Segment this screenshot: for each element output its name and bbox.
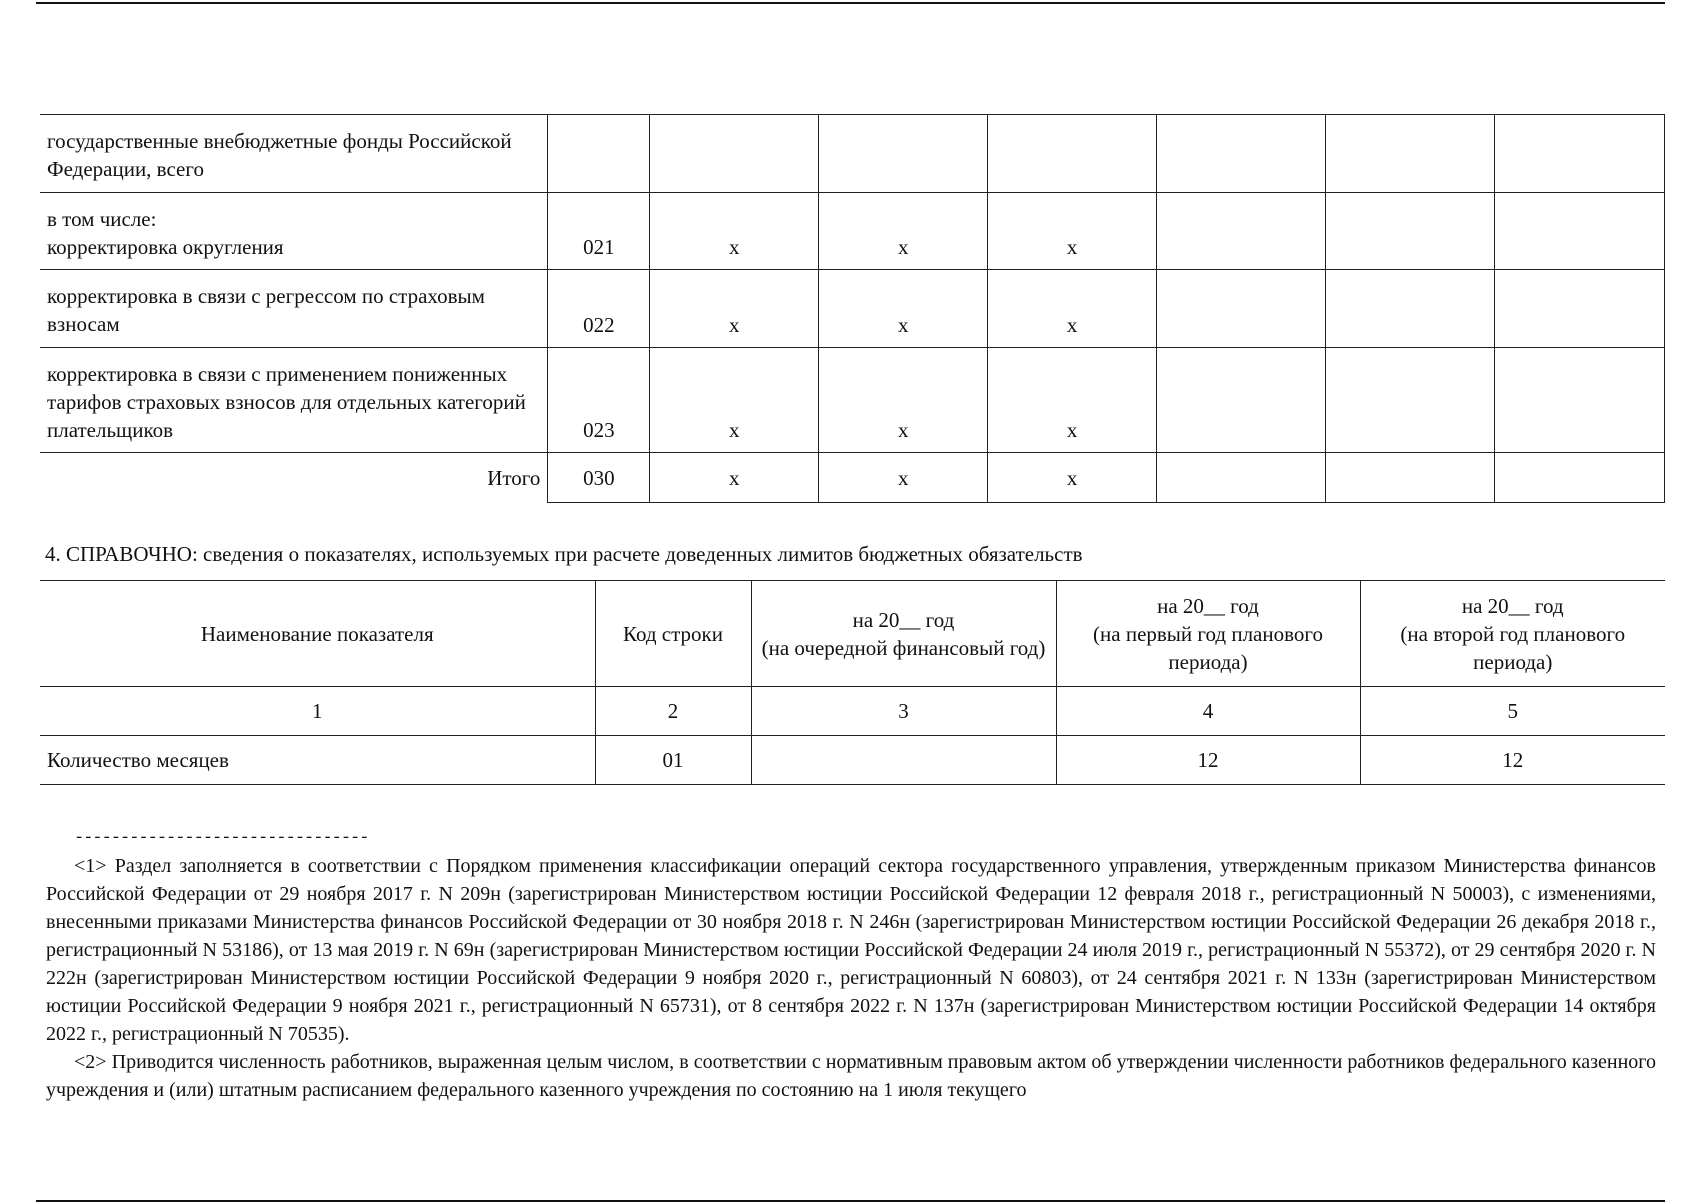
cell xyxy=(1326,453,1495,503)
cell: x xyxy=(819,270,988,348)
row-code xyxy=(548,115,650,193)
column-number-row xyxy=(40,687,1665,736)
cell xyxy=(1495,453,1665,503)
row-code: 021 xyxy=(548,193,650,270)
cell xyxy=(751,736,1056,785)
cell xyxy=(1495,115,1665,193)
cell xyxy=(1326,193,1495,270)
cell xyxy=(650,115,819,193)
cell: x xyxy=(819,453,988,503)
row-name: государственные внебюджетные фонды Российской Федерации, всего xyxy=(40,115,548,193)
cell: x xyxy=(650,453,819,503)
cell xyxy=(819,115,988,193)
column-number: 3 xyxy=(751,687,1056,736)
cell: x xyxy=(650,348,819,453)
cell xyxy=(1495,270,1665,348)
header-year-3: на 20__ год (на второй год планового периода) xyxy=(1360,581,1665,687)
cell xyxy=(1157,270,1326,348)
section-4-title: 4. СПРАВОЧНО: сведения о показателях, используемых при расчете доведенных лимитов бюджетных обязательств xyxy=(45,542,1083,566)
cell xyxy=(1157,348,1326,453)
cell: 12 xyxy=(1056,736,1360,785)
row-name: корректировка в связи с применением пониженных тарифов страховых взносов для отдельных категорий плательщиков xyxy=(40,348,548,453)
row-name: в том числе: корректировка округления xyxy=(40,193,548,270)
table-row xyxy=(40,348,1665,453)
table-row xyxy=(40,193,1665,270)
row-name: корректировка в связи с регрессом по страховым взносам xyxy=(40,270,548,348)
cell: x xyxy=(819,193,988,270)
row-code: 022 xyxy=(548,270,650,348)
total-code: 030 xyxy=(548,453,650,503)
cell: x xyxy=(819,348,988,453)
column-number: 5 xyxy=(1360,687,1665,736)
cell: x xyxy=(988,348,1157,453)
cell xyxy=(1326,348,1495,453)
footnotes xyxy=(46,826,1656,1104)
header-year-1: на 20__ год (на очередной финансовый год) xyxy=(751,581,1056,687)
section4-table xyxy=(40,580,1665,785)
cell: x xyxy=(988,453,1157,503)
header-row-code: Код строки xyxy=(595,581,751,687)
header-indicator-name: Наименование показателя xyxy=(40,581,595,687)
cell xyxy=(1326,270,1495,348)
row-name: Количество месяцев xyxy=(40,736,595,785)
header-year-2: на 20__ год (на первый год планового периода) xyxy=(1056,581,1360,687)
cell: x xyxy=(988,270,1157,348)
row-code: 023 xyxy=(548,348,650,453)
table-row xyxy=(40,270,1665,348)
column-number: 4 xyxy=(1056,687,1360,736)
cell: x xyxy=(988,193,1157,270)
cell xyxy=(1157,453,1326,503)
cell: x xyxy=(650,193,819,270)
cell xyxy=(1495,348,1665,453)
row-code: 01 xyxy=(595,736,751,785)
cell xyxy=(988,115,1157,193)
table-header-row xyxy=(40,581,1665,687)
cell xyxy=(1157,193,1326,270)
top-rule xyxy=(36,2,1665,4)
total-label: Итого xyxy=(40,453,548,503)
cell xyxy=(1157,115,1326,193)
cell xyxy=(1495,193,1665,270)
footnote-1: <1> Раздел заполняется в соответствии с Порядком применения классификации операций сектора государственного управления, утвержденным приказом Министерства финансов Российской Федерации от 29 ноября 2017 г. N 209н (зарегистрирован Министерством юстиции Российской Федерации 12 февраля 2018 г., регистрационный N 50003), с изменениями, внесенными приказами Министерства финансов Российской Федерации от 30 ноября 2018 г. N 246н (зарегистрирован Министерством юстиции Российской Федерации 26 декабря 2018 г., регистрационный N 53186), от 13 мая 2019 г. N 69н (зарегистрирован Министерством юстиции Российской Федерации 24 июля 2019 г., регистрационный N 55372), от 29 сентября 2020 г. N 222н (зарегистрирован Министерством юстиции Российской Федерации 9 ноября 2020 г., регистрационный N 60803), от 24 сентября 2021 г. N 133н (зарегистрирован Министерством юстиции Российской Федерации 9 ноября 2021 г., регистрационный N 65731), от 8 сентября 2022 г. N 137н (зарегистрирован Министерством юстиции Российской Федерации 14 октября 2022 г., регистрационный N 70535). xyxy=(46,855,1656,1045)
column-number: 2 xyxy=(595,687,751,736)
section3-table-continuation xyxy=(40,114,1665,503)
cell: 12 xyxy=(1360,736,1665,785)
table-row xyxy=(40,736,1665,785)
cell: x xyxy=(650,270,819,348)
footnote-separator: -------------------------------- xyxy=(74,829,369,848)
table-row xyxy=(40,115,1665,193)
total-row xyxy=(40,453,1665,503)
cell xyxy=(1326,115,1495,193)
footnote-2: <2> Приводится численность работников, выраженная целым числом, в соответствии с нормативным правовым актом об утверждении численности работников федерального казенного учреждения и (или) штатным расписанием федерального казенного учреждения по состоянию на 1 июля текущего xyxy=(46,1051,1656,1101)
column-number: 1 xyxy=(40,687,595,736)
